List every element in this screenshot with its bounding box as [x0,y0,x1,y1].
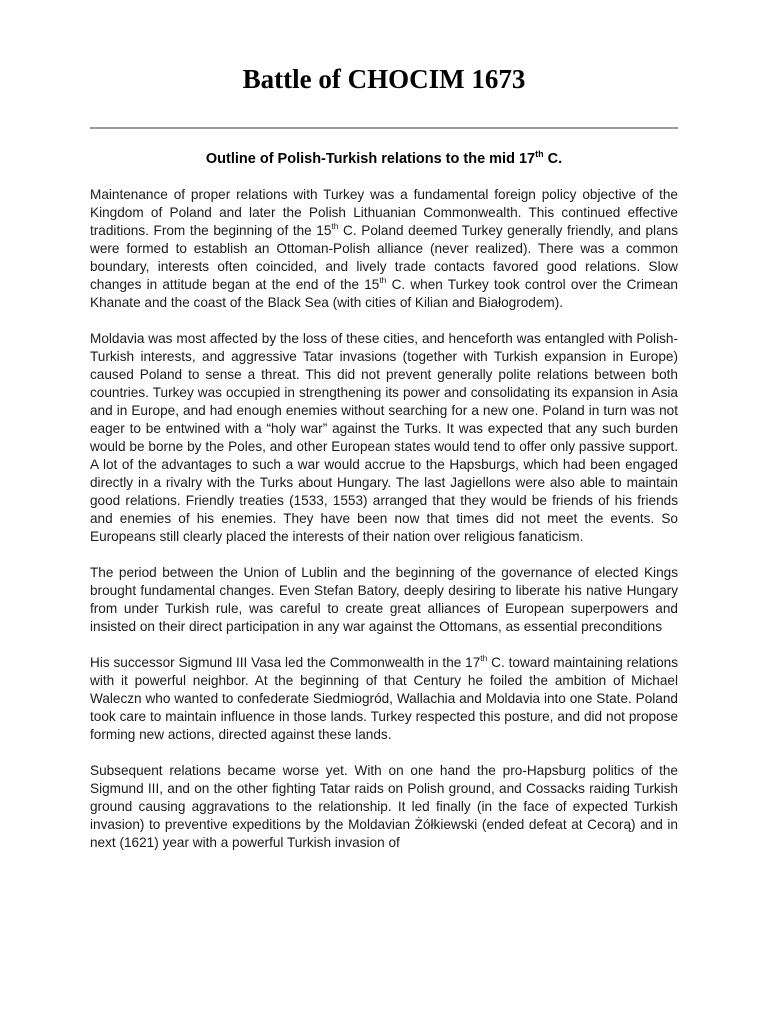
body-text [90,186,678,870]
text-run: C. toward maintaining relations with it powerful neighbor. At the beginning of that Century he foiled the ambition of Michael Waleczn who wanted to confederate Siedmiogród, Wallachia and Moldavia into one State. Poland took care to maintain influence in those lands. Turkey respected this posture, and did not propose forming new actions, directed against these lands. [90,655,678,742]
section-heading-text: Outline of Polish-Turkish relations to the mid 17 [205,151,536,167]
paragraph [90,564,678,636]
superscript: th [331,221,339,232]
text-run: C. when Turkey took control over the Crimean Khanate and the coast of the Black Sea (with cities of Kilian and Białogrodem). [90,277,678,310]
section-heading [90,149,678,169]
text-run: Subsequent relations became worse yet. With on one hand the pro-Hapsburg politics of the Sigmund III, and on the other fighting Tatar raids on Polish ground, and Cossacks raiding Turkish ground causing aggravations to the relationship. It led finally (in the face of expected Turkish invasion) to preventive expeditions by the Moldavian Żółkiewski (ended defeat at Cecorą) and in next (1621) year with a powerful Turkish invasion of [90,763,678,850]
text-run: The period between the Union of Lublin and the beginning of the governance of elected Kings brought fundamental changes. Even Stefan Batory, deeply desiring to liberate his native Hungary from under Turkish rule, was careful to create great alliances of European superpowers and insisted on their direct participation in any war against the Ottomans, as essential preconditions [90,565,678,634]
document-title: Battle of CHOCIM 1673 [242,64,526,94]
superscript: th [480,653,488,664]
paragraph [90,762,678,852]
text-run: C. Poland deemed Turkey generally friendly, and plans were formed to establish an Ottoman-Polish alliance (never realized). There was a common boundary, interests often coincided, and lively trade contacts favored good relations. Slow changes in attitude began at the end of the 15 [90,223,678,292]
paragraph [90,330,678,546]
section-heading-suffix: C. [543,151,563,167]
text-run: Maintenance of proper relations with Turkey was a fundamental foreign policy objective of the Kingdom of Poland and later the Polish Lithuanian Commonwealth. This continued effective traditions. From the beginning of the 15 [90,187,678,238]
superscript: th [379,275,387,286]
text-run: Moldavia was most affected by the loss of these cities, and henceforth was entangled with Polish-Turkish interests, and aggressive Tatar invasions (together with Turkish expansion in Europe) caused Poland to sense a threat. This did not prevent generally polite relations between both countries. Turkey was occupied in strengthening its power and consolidating its expansion in Asia and in Europe, and had enough enemies without searching for a new one. Poland in turn was not eager to be entwined with a “holy war” against the Turks. It was expected that any such burden would be borne by the Poles, and other European states would tend to offer only passive support. A lot of the advantages to such a war would accrue to the Hapsburgs, which had been engaged directly in a rivalry with the Turks about Hungary. The last Jagiellons were also able to maintain good relations. Friendly treaties (1533, 1553) arranged that they would be friends of his friends and enemies of his enemies. They have been now that times did not meet the events. So Europeans still clearly placed the interests of their nation over religious fanaticism. [90,331,678,544]
title-divider [90,127,678,129]
paragraph [90,186,678,312]
section-heading-superscript: th [535,149,544,160]
text-run: His successor Sigmund III Vasa led the Commonwealth in the 17 [90,655,481,670]
paragraph [90,654,678,744]
